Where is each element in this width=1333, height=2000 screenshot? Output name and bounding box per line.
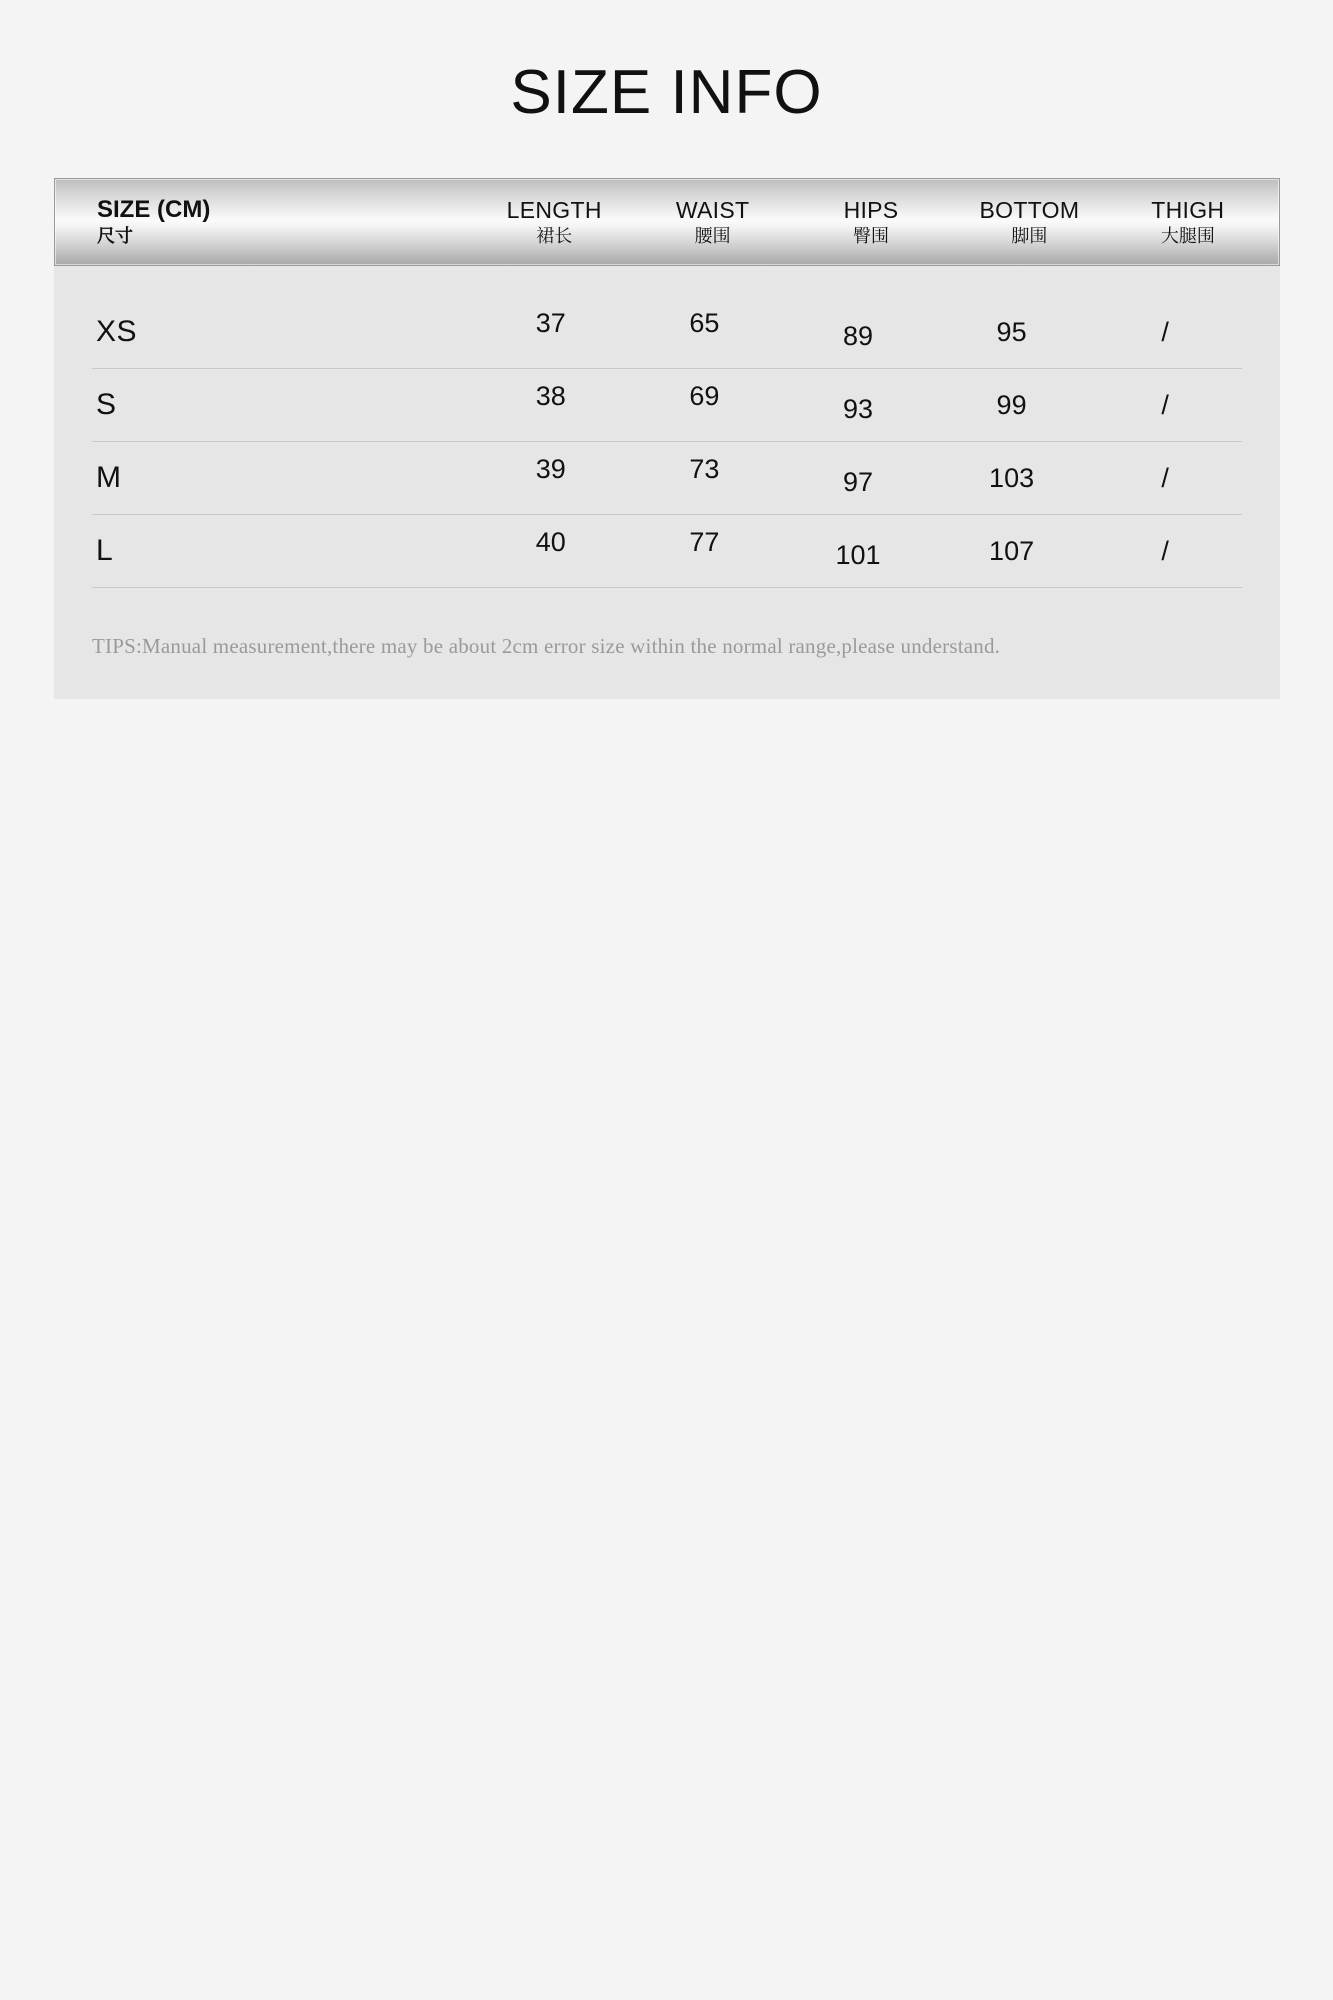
cell-bottom: 95 <box>996 316 1027 347</box>
cell-thigh: / <box>1161 389 1169 420</box>
cell-hips: 97 <box>842 466 873 497</box>
size-chart <box>54 178 1280 699</box>
header-bottom-cn: 脚围 <box>1011 225 1048 247</box>
header-length-cn: 裙长 <box>536 225 573 247</box>
table-row <box>92 515 1242 588</box>
page-title: SIZE INFO <box>510 58 823 127</box>
header-cell-waist <box>633 196 791 248</box>
header-waist-cn: 腰围 <box>694 225 731 247</box>
cell-hips: 101 <box>835 539 881 570</box>
cell-length: 38 <box>535 380 566 411</box>
header-thigh-cn: 大腿围 <box>1160 225 1215 247</box>
cell-bottom: 103 <box>989 462 1035 493</box>
header-waist-en: WAIST <box>675 196 750 223</box>
header-hips-en: HIPS <box>843 196 899 223</box>
cell-length: 40 <box>535 526 566 557</box>
row-size-label: M <box>96 461 122 494</box>
cell-bottom: 107 <box>989 535 1035 566</box>
cell-waist: 77 <box>689 526 720 557</box>
cell-thigh: / <box>1161 462 1169 493</box>
row-size-label: XS <box>96 315 138 348</box>
cell-waist: 69 <box>689 380 720 411</box>
table-row <box>92 369 1242 442</box>
size-chart-header <box>54 178 1280 266</box>
cell-waist: 73 <box>689 453 720 484</box>
cell-length: 37 <box>535 307 566 338</box>
header-bottom-en: BOTTOM <box>979 196 1080 223</box>
cell-hips: 89 <box>842 320 873 351</box>
cell-thigh: / <box>1161 316 1169 347</box>
header-size-label-en: SIZE (CM) <box>97 196 211 224</box>
header-cell-size <box>55 195 475 248</box>
header-cell-bottom <box>950 196 1108 248</box>
header-cell-length <box>475 196 633 248</box>
table-row <box>92 296 1242 369</box>
cell-thigh: / <box>1161 535 1169 566</box>
size-chart-body <box>54 266 1280 588</box>
header-size-label-cn: 尺寸 <box>97 226 133 248</box>
table-row <box>92 442 1242 515</box>
row-size-label: L <box>96 534 114 567</box>
header-length-en: LENGTH <box>506 196 602 223</box>
cell-bottom: 99 <box>996 389 1027 420</box>
header-cell-hips <box>792 196 950 248</box>
cell-waist: 65 <box>689 307 720 338</box>
row-size-label: S <box>96 388 117 421</box>
header-cell-thigh <box>1109 196 1267 248</box>
cell-hips: 93 <box>842 393 873 424</box>
header-hips-cn: 臀围 <box>853 225 890 247</box>
measurement-tips: TIPS:Manual measurement,there may be about 2cm error size within the normal range,please understand. <box>92 634 1001 658</box>
cell-length: 39 <box>535 453 566 484</box>
header-thigh-en: THIGH <box>1151 196 1225 223</box>
